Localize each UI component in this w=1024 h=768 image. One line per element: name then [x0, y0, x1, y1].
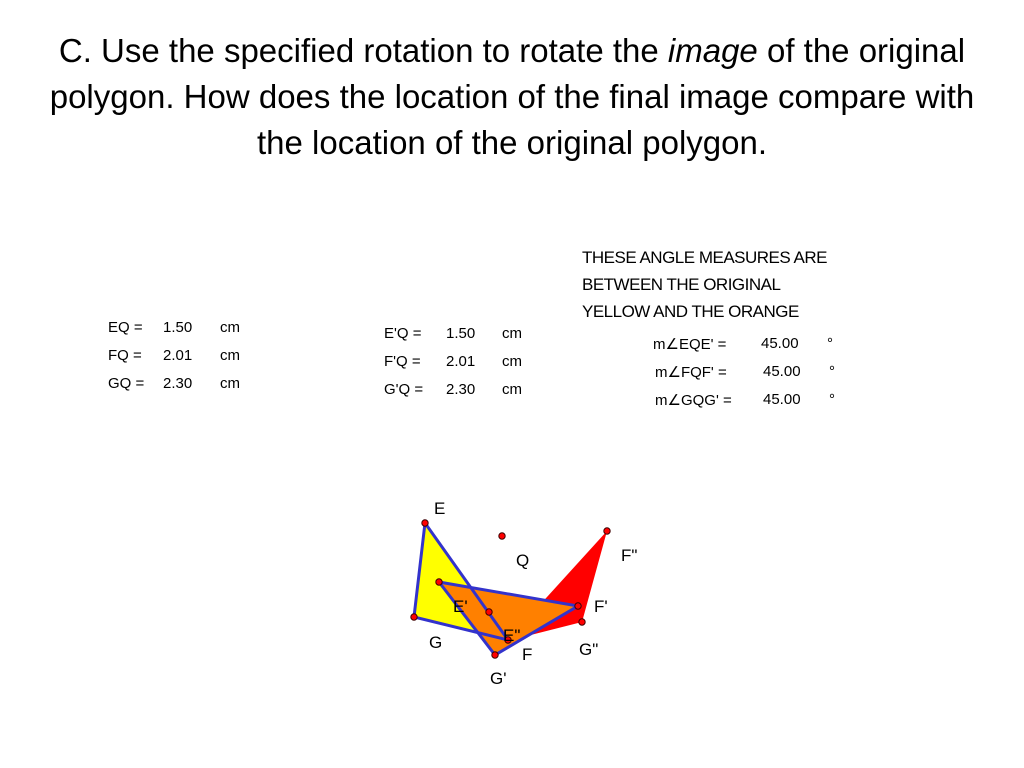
measure-unit: cm	[502, 353, 522, 370]
label-f: F	[522, 645, 533, 664]
measure-value: 1.50	[446, 325, 476, 342]
measure-label: G'Q =	[384, 381, 424, 398]
angle-note-line: BETWEEN THE ORIGINAL	[582, 275, 781, 294]
angle-unit: °	[829, 391, 835, 408]
angle-value: 45.00	[763, 391, 801, 408]
label-e: E	[434, 499, 446, 518]
point-g-prime	[492, 652, 498, 658]
label-g-prime: G'	[490, 669, 507, 688]
measure-value: 2.01	[163, 347, 193, 364]
measure-label: E'Q =	[384, 325, 422, 342]
point-e	[422, 520, 428, 526]
point-g-double-prime	[579, 619, 585, 625]
angle-label: m∠GQG' =	[655, 392, 732, 409]
title-italic-word: image	[667, 32, 758, 69]
point-q	[499, 533, 505, 539]
angle-note-line: THESE ANGLE MEASURES ARE	[582, 248, 827, 267]
point-f-prime	[575, 603, 581, 609]
label-e-prime: E'	[453, 597, 468, 616]
point-e-double-prime	[486, 609, 492, 615]
point-g	[411, 614, 417, 620]
angle-unit: °	[827, 335, 833, 352]
measure-unit: cm	[502, 381, 522, 398]
angle-note-line: YELLOW AND THE ORANGE	[582, 302, 799, 321]
measure-label: FQ =	[108, 347, 142, 364]
measure-value: 2.01	[446, 353, 476, 370]
angle-label: m∠EQE' =	[653, 336, 727, 353]
measure-unit: cm	[220, 375, 240, 392]
point-f-double-prime	[604, 528, 610, 534]
measure-value: 2.30	[446, 381, 476, 398]
measure-unit: cm	[220, 347, 240, 364]
label-g: G	[429, 633, 443, 652]
angle-value: 45.00	[761, 335, 799, 352]
angle-label: m∠FQF' =	[655, 364, 727, 381]
label-f-prime: F'	[594, 597, 608, 616]
angle-unit: °	[829, 363, 835, 380]
measure-label: F'Q =	[384, 353, 421, 370]
measure-value: 1.50	[163, 319, 193, 336]
angle-value: 45.00	[763, 363, 801, 380]
label-e-double-prime: E"	[503, 626, 521, 645]
measure-unit: cm	[502, 325, 522, 342]
label-g-double-prime: G"	[579, 640, 599, 659]
label-f-double-prime: F"	[621, 546, 638, 565]
label-q: Q	[516, 551, 530, 570]
measure-label: EQ =	[108, 319, 143, 336]
measure-value: 2.30	[163, 375, 193, 392]
measure-label: GQ =	[108, 375, 145, 392]
title-text-end: of the original polygon. How does the location of the final image compare with the location of the original polygon.	[49, 32, 975, 162]
point-e-prime	[436, 579, 442, 585]
title-text-start: C. Use the specified rotation to rotate the	[58, 32, 668, 69]
measure-unit: cm	[220, 319, 240, 336]
